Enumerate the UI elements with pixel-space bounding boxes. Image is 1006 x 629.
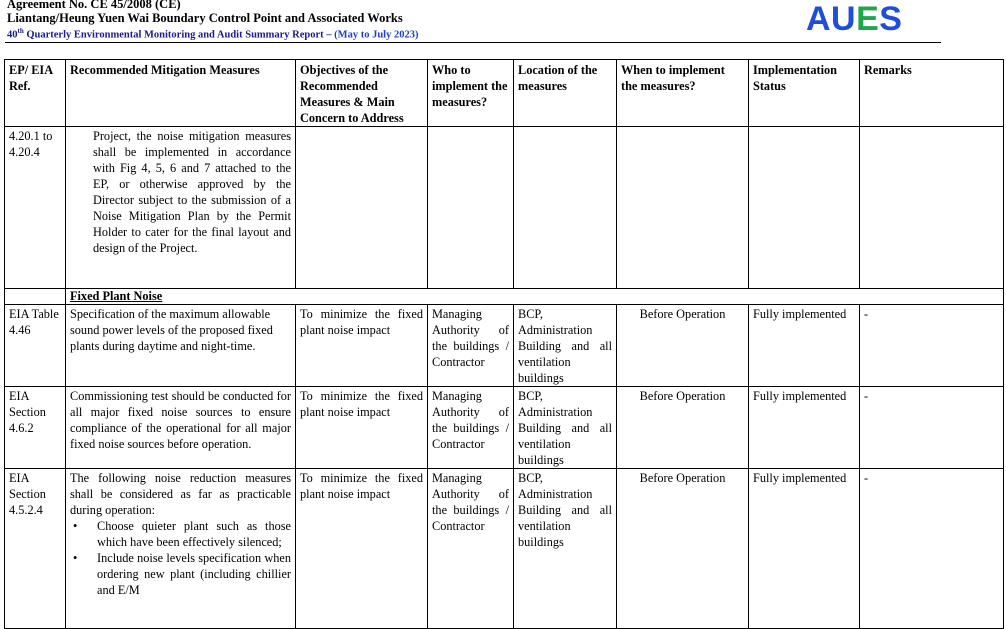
measure-intro: The following noise reduction measures shall be considered as far as practicable during operation: <box>70 471 291 517</box>
measure-cell: Project, the noise mitigation measures shall be implemented in accordance with Fig 4, 5, 6 and 7 attached to the EP, or otherwise approved by the Director subject to the submission of a Noise Mitigation Plan by the Permit Holder to cater for the final layout and design of the Project. <box>66 127 296 289</box>
header-objectives: Objectives of the Recommended Measures & Main Concern to Address <box>296 60 428 127</box>
ref-cell: 4.20.1 to 4.20.4 <box>5 127 66 289</box>
location-cell: BCP, Administration Building and all ventilation buildings <box>514 387 617 469</box>
list-item: • Include noise levels specification when ordering new plant (including chillier and E/M <box>97 550 291 598</box>
objective-cell: To minimize the fixed plant noise impact <box>296 387 428 469</box>
who-cell: Managing Authority of the buildings / Contractor <box>428 469 514 629</box>
when-cell: Before Operation <box>617 469 749 629</box>
table-header-row <box>5 60 1004 127</box>
who-cell: Managing Authority of the buildings / Contractor <box>428 387 514 469</box>
objective-cell: To minimize the fixed plant noise impact <box>296 305 428 387</box>
measure-bullets <box>70 518 291 598</box>
aues-logo: AUES <box>806 0 903 38</box>
when-cell: Before Operation <box>617 387 749 469</box>
location-cell: BCP, Administration Building and all ventilation buildings <box>514 469 617 629</box>
header-when: When to implement the measures? <box>617 60 749 127</box>
table-row <box>5 127 1004 289</box>
header-remarks: Remarks <box>860 60 1004 127</box>
table-row <box>5 387 1004 469</box>
ref-cell: EIA Section 4.6.2 <box>5 387 66 469</box>
table-row <box>5 469 1004 629</box>
remarks-cell: - <box>860 469 1004 629</box>
measure-cell: Commissioning test should be conducted for all major fixed noise sources to ensure compliance of the operational for all major fixed noise sources before operation. <box>66 387 296 469</box>
status-cell: Fully implemented <box>749 305 860 387</box>
remarks-cell: - <box>860 305 1004 387</box>
table-row <box>5 305 1004 387</box>
header-who: Who to implement the measures? <box>428 60 514 127</box>
header-measures: Recommended Mitigation Measures <box>66 60 296 127</box>
section-row <box>5 289 1004 305</box>
section-title: Fixed Plant Noise <box>66 289 1004 305</box>
report-title-text: Quarterly Environmental Monitoring and Audit Summary Report – <box>23 29 335 41</box>
header-status: Implementation Status <box>749 60 860 127</box>
project-title: Liantang/Heung Yuen Wai Boundary Control Point and Associated Works <box>7 11 403 25</box>
when-cell: Before Operation <box>617 305 749 387</box>
measure-cell: Specification of the maximum allowable sound power levels of the proposed fixed plants during daytime and night-time. <box>66 305 296 387</box>
status-cell: Fully implemented <box>749 469 860 629</box>
header-ref: EP/ EIA Ref. <box>5 60 66 127</box>
remarks-cell: - <box>860 387 1004 469</box>
ref-cell: EIA Table 4.46 <box>5 305 66 387</box>
who-cell: Managing Authority of the buildings / Contractor <box>428 305 514 387</box>
measure-cell <box>66 469 296 629</box>
report-period: (May to July 2023) <box>334 29 419 41</box>
report-number: 40 <box>7 29 18 41</box>
list-item: • Choose quieter plant such as those which have been effectively silenced; <box>97 518 291 550</box>
header-location: Location of the measures <box>514 60 617 127</box>
header-divider <box>5 42 941 43</box>
ref-cell: EIA Section 4.5.2.4 <box>5 469 66 629</box>
mitigation-measures-table <box>4 59 1004 629</box>
agreement-number: Agreement No. CE 45/2008 (CE) <box>7 0 181 11</box>
objective-cell: To minimize the fixed plant noise impact <box>296 469 428 629</box>
status-cell: Fully implemented <box>749 387 860 469</box>
location-cell: BCP, Administration Building and all ventilation buildings <box>514 305 617 387</box>
report-number-suffix: th <box>17 27 24 35</box>
